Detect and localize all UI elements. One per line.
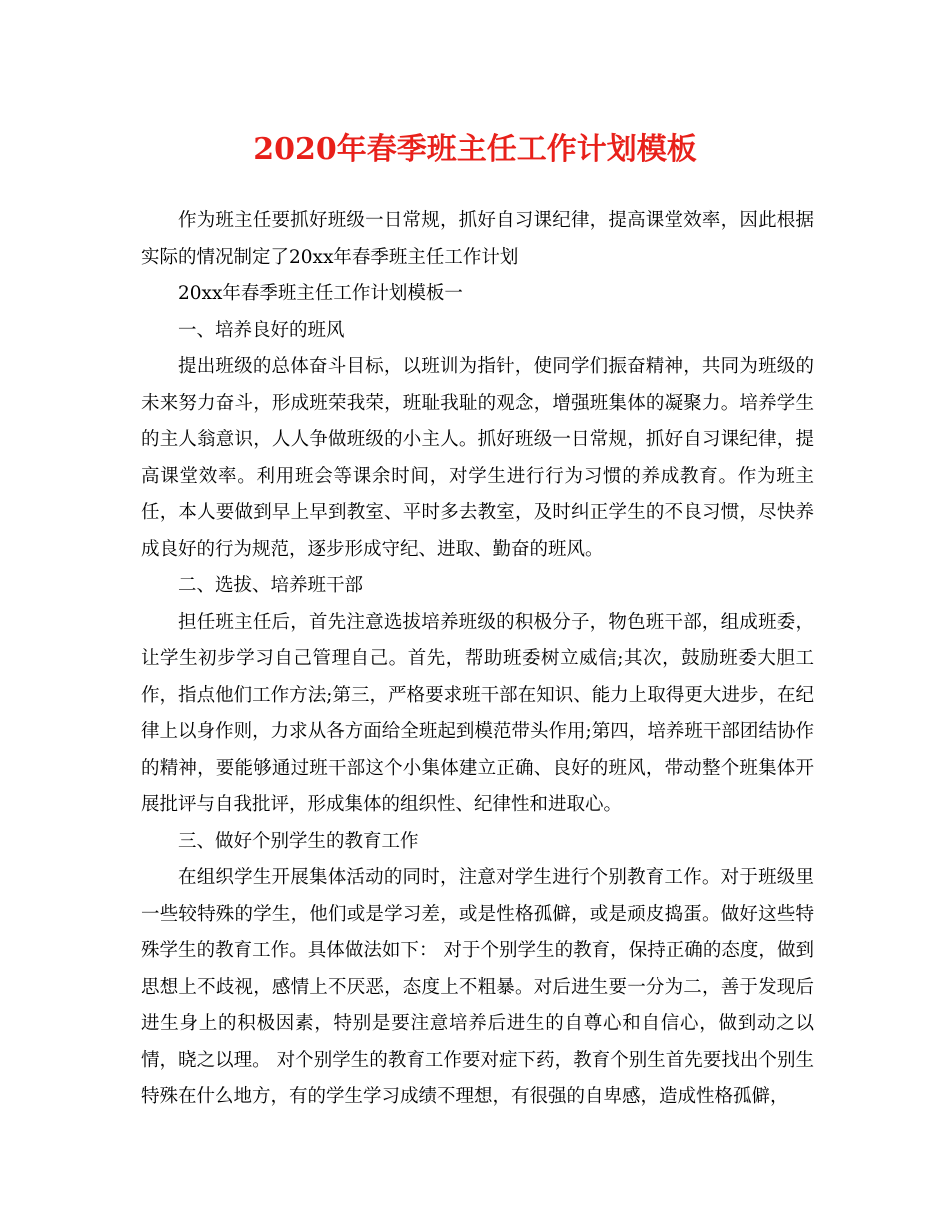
section-paragraph-3: 在组织学生开展集体活动的同时，注意对学生进行个别教育工作。对于班级里一些较特殊的学生，他们或是学习差，或是性格孤僻，或是顽皮捣蛋。做好这些特殊学生的教育工作。具体做法如下： 对于个别学生的教育，保持正确的态度，做到思想上不歧视，感情上不厌恶，态度上不粗暴。对后进生要一分为二，善于发现后进生身上的积极因素，特别是要注意培养后进生的自尊心和自信心，做到动之以情，晓之以理。 对个别学生的教育工作要对症下药，教育个别生首先要找出个别生特殊在什么地方，有的学生学习成绩不理想，有很强的自卑感，造成性格孤僻， [141,867,814,1107]
section-heading-2: 二、选拔、培养班干部 [178,575,364,596]
document-title: 2020年春季班主任工作计划模板 [253,132,697,167]
document-body [141,203,814,1116]
section-paragraph-1: 提出班级的总体奋斗目标，以班训为指针，使同学们振奋精神，共同为班级的未来努力奋斗，形成班荣我荣，班耻我耻的观念，增强班集体的凝聚力。培养学生的主人翁意识，人人争做班级的小主人。抓好班级一日常规，抓好自习课纪律，提高课堂效率。利用班会等课余时间，对学生进行行为习惯的养成教育。作为班主任，本人要做到早上早到教室、平时多去教室，及时纠正学生的不良习惯，尽快养成良好的行为规范，逐步形成守纪、进取、勤奋的班风。 [141,356,814,560]
template-heading: 20xx年春季班主任工作计划模板一 [178,283,463,304]
section-heading-3: 三、做好个别学生的教育工作 [178,830,419,852]
section-heading-1: 一、培养良好的班风 [178,319,345,341]
intro-paragraph: 作为班主任要抓好班级一日常规，抓好自习课纪律，提高课堂效率，因此根据实际的情况制定了20xx年春季班主任工作计划 [141,210,814,268]
section-paragraph-2: 担任班主任后，首先注意选拔培养班级的积极分子，物色班干部，组成班委，让学生初步学习自己管理自己。首先，帮助班委树立威信;其次，鼓励班委大胆工作，指点他们工作方法;第三，严格要求班干部在知识、能力上取得更大进步，在纪律上以身作则，力求从各方面给全班起到模范带头作用;第四，培养班干部团结协作的精神，要能够通过班干部这个小集体建立正确、良好的班风，带动整个班集体开展批评与自我批评，形成集体的组织性、纪律性和进取心。 [141,611,814,815]
